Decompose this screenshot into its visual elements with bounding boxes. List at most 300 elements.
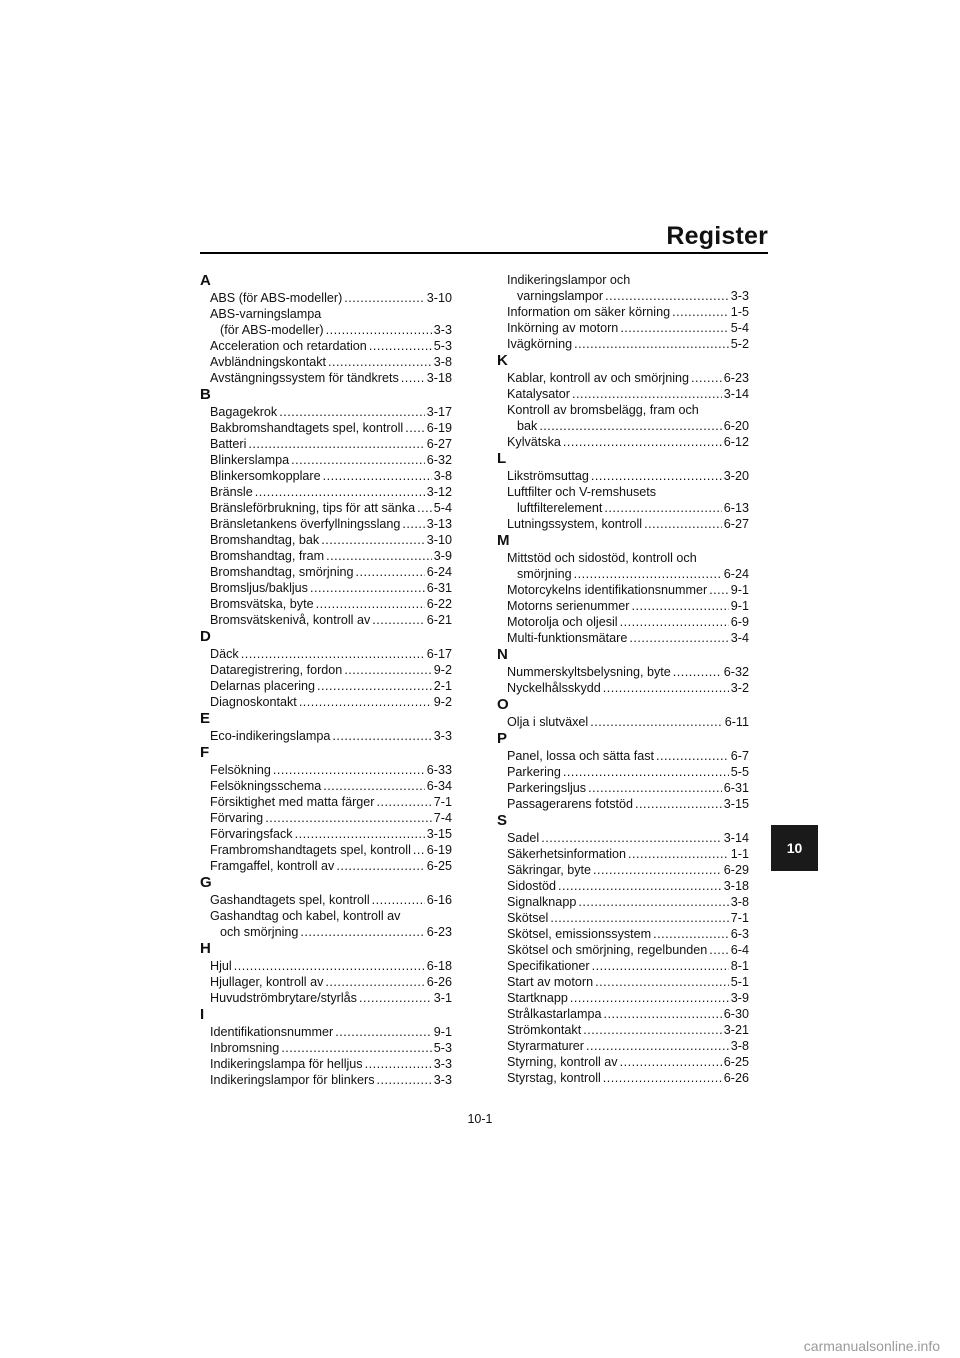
dot-leader	[291, 452, 425, 468]
index-entry	[507, 614, 749, 630]
index-entry	[210, 404, 452, 420]
dot-leader	[255, 484, 425, 500]
dot-leader	[376, 794, 431, 810]
index-entry	[210, 306, 452, 338]
entry-text: Specifikationer	[507, 959, 590, 973]
index-entry	[507, 582, 749, 598]
entry-text: Inbromsning	[210, 1041, 280, 1055]
entry-text: Katalysator	[507, 387, 570, 401]
index-entry	[507, 370, 749, 386]
entry-page: 6-7	[730, 749, 749, 763]
dot-leader	[413, 842, 425, 858]
entry-page: 3-21	[723, 1023, 749, 1037]
index-letter: A	[200, 272, 211, 289]
entry-text: Bagagekrok	[210, 405, 278, 419]
dot-leader	[356, 564, 425, 580]
dot-leader	[323, 778, 424, 794]
entry-page: 9-2	[433, 695, 452, 709]
dot-leader	[631, 598, 728, 614]
entry-page: 9-1	[433, 1025, 452, 1039]
index-entry	[507, 862, 749, 878]
entry-text: Huvudströmbrytare/styrlås	[210, 991, 357, 1005]
index-entry	[507, 304, 749, 320]
entry-page: 6-26	[723, 1071, 749, 1085]
entry-page: 3-9	[433, 549, 452, 563]
index-entry	[507, 764, 749, 780]
entry-text: Indikeringslampa för helljus	[210, 1057, 363, 1071]
entry-text: Kylvätska	[507, 435, 561, 449]
index-entry	[507, 958, 749, 974]
entry-page: 3-8	[433, 469, 452, 483]
dot-leader	[328, 354, 432, 370]
entry-page: 6-24	[426, 565, 452, 579]
index-entry	[507, 336, 749, 352]
index-entry	[210, 1056, 452, 1072]
entry-page: 5-3	[433, 339, 452, 353]
dot-leader	[273, 762, 425, 778]
index-entry	[210, 500, 452, 516]
dot-leader	[605, 288, 729, 304]
index-entry	[507, 830, 749, 846]
index-entry	[210, 354, 452, 370]
entry-text: Motorns serienummer	[507, 599, 630, 613]
entry-page: 2-1	[433, 679, 452, 693]
index-entry	[507, 974, 749, 990]
entry-page: 6-27	[426, 437, 452, 451]
index-entry	[507, 990, 749, 1006]
entry-text: Lutningssystem, kontroll	[507, 517, 643, 531]
index-letter: P	[497, 730, 508, 747]
index-entry	[210, 646, 452, 662]
dot-leader	[591, 468, 722, 484]
dot-leader	[332, 728, 431, 744]
index-entry	[210, 580, 452, 596]
entry-text: Blinkerslampa	[210, 453, 290, 467]
entry-text: Förvaring	[210, 811, 264, 825]
index-letter: N	[497, 646, 508, 663]
entry-text: Kablar, kontroll av och smörjning	[507, 371, 690, 385]
dot-leader	[359, 990, 432, 1006]
index-entry	[507, 272, 749, 304]
entry-page: 7-4	[433, 811, 452, 825]
index-entry	[210, 338, 452, 354]
dot-leader	[620, 1054, 722, 1070]
entry-page: 3-3	[433, 323, 452, 337]
index-entry	[507, 434, 749, 450]
index-entry	[507, 664, 749, 680]
entry-text: Luftfilter och V-remshusets	[507, 485, 657, 499]
entry-text: Kontroll av bromsbelägg, fram och	[507, 403, 699, 417]
entry-page: 3-3	[433, 1073, 452, 1087]
entry-page: 3-4	[730, 631, 749, 645]
entry-page: 6-29	[723, 863, 749, 877]
entry-page: 6-31	[426, 581, 452, 595]
page-number: 10-1	[467, 1112, 493, 1126]
dot-leader	[595, 974, 729, 990]
dot-leader	[372, 892, 425, 908]
index-entry	[507, 894, 749, 910]
index-entry	[210, 1072, 452, 1088]
index-entry	[507, 1022, 749, 1038]
entry-text: Felsökningsschema	[210, 779, 322, 793]
index-entry	[210, 794, 452, 810]
entry-page: 3-20	[723, 469, 749, 483]
dot-leader	[325, 974, 424, 990]
entry-page: 6-11	[724, 715, 749, 729]
entry-page: 9-1	[730, 599, 749, 613]
index-entry	[210, 858, 452, 874]
index-entry	[210, 290, 452, 306]
entry-text: Diagnoskontakt	[210, 695, 297, 709]
dot-leader	[603, 680, 729, 696]
entry-page: 3-3	[433, 729, 452, 743]
entry-text: Bromsvätskenivå, kontroll av	[210, 613, 371, 627]
dot-leader	[369, 338, 432, 354]
dot-leader	[248, 436, 424, 452]
dot-leader	[635, 796, 722, 812]
dot-leader	[402, 516, 424, 532]
index-entry	[507, 780, 749, 796]
entry-text: Felsökning	[210, 763, 271, 777]
dot-leader	[550, 910, 728, 926]
entry-text: Bakbromshandtagets spel, kontroll	[210, 421, 404, 435]
index-letter: K	[497, 352, 508, 369]
entry-text: smörjning	[517, 567, 572, 581]
index-entry	[210, 532, 452, 548]
index-entry	[507, 942, 749, 958]
index-entry	[210, 484, 452, 500]
entry-text: Multi-funktionsmätare	[507, 631, 628, 645]
chapter-tab: 10	[771, 825, 818, 871]
index-entry	[210, 1040, 452, 1056]
dot-leader	[691, 370, 722, 386]
index-letter: S	[497, 812, 508, 829]
entry-text: Strålkastarlampa	[507, 1007, 602, 1021]
entry-text: bak	[517, 419, 538, 433]
entry-text: Gashandtagets spel, kontroll	[210, 893, 370, 907]
dot-leader	[281, 1040, 431, 1056]
entry-page: 7-1	[433, 795, 452, 809]
dot-leader	[673, 664, 722, 680]
index-entry	[210, 452, 452, 468]
index-entry	[210, 612, 452, 628]
entry-page: 6-21	[426, 613, 452, 627]
index-entry	[210, 728, 452, 744]
entry-text: Information om säker körning	[507, 305, 671, 319]
entry-text: Frambromshandtagets spel, kontroll	[210, 843, 411, 857]
entry-text: Likströmsuttag	[507, 469, 589, 483]
dot-leader	[335, 1024, 432, 1040]
entry-text: Batteri	[210, 437, 247, 451]
dot-leader	[620, 614, 729, 630]
entry-text: Bromsvätska, byte	[210, 597, 314, 611]
dot-leader	[323, 468, 432, 484]
entry-text: Sidostöd	[507, 879, 557, 893]
entry-text: Indikeringslampor och	[507, 273, 631, 287]
dot-leader	[709, 582, 729, 598]
index-entry	[210, 678, 452, 694]
entry-text: Hjul	[210, 959, 232, 973]
index-entry	[507, 1070, 749, 1086]
entry-text: Identifikationsnummer	[210, 1025, 334, 1039]
entry-page: 5-2	[730, 337, 749, 351]
entry-text: Sadel	[507, 831, 540, 845]
entry-text: Säkringar, byte	[507, 863, 592, 877]
entry-text: ABS (för ABS-modeller)	[210, 291, 343, 305]
entry-page: 9-2	[433, 663, 452, 677]
entry-page: 6-32	[426, 453, 452, 467]
index-entry	[507, 714, 749, 730]
index-entry	[210, 694, 452, 710]
entry-page: 6-32	[723, 665, 749, 679]
index-entry	[210, 974, 452, 990]
entry-text: (för ABS-modeller)	[220, 323, 324, 337]
entry-text: ABS-varningslampa	[210, 307, 322, 321]
index-entry	[210, 762, 452, 778]
entry-page: 1-1	[730, 847, 749, 861]
index-letter: L	[497, 450, 507, 467]
dot-leader	[672, 304, 729, 320]
entry-page: 3-13	[426, 517, 452, 531]
dot-leader	[563, 764, 729, 780]
entry-page: 3-15	[426, 827, 452, 841]
entry-text: Styrning, kontroll av	[507, 1055, 618, 1069]
entry-text: Styrarmaturer	[507, 1039, 584, 1053]
index-entry	[507, 1006, 749, 1022]
index-entry	[210, 370, 452, 386]
index-entry	[210, 958, 452, 974]
entry-page: 6-34	[426, 779, 452, 793]
entry-text: Bränsleförbrukning, tips för att sänka	[210, 501, 416, 515]
index-entry	[507, 630, 749, 646]
index-entry	[507, 598, 749, 614]
dot-leader	[590, 714, 723, 730]
entry-text: Bromshandtag, smörjning	[210, 565, 354, 579]
entry-page: 6-33	[426, 763, 452, 777]
index-entry	[507, 910, 749, 926]
entry-text: Försiktighet med matta färger	[210, 795, 375, 809]
index-entry	[507, 516, 749, 532]
index-entry	[210, 596, 452, 612]
index-letter: D	[200, 628, 211, 645]
dot-leader	[644, 516, 722, 532]
entry-page: 5-4	[433, 501, 452, 515]
entry-page: 6-3	[730, 927, 749, 941]
index-letter: I	[200, 1006, 205, 1023]
dot-leader	[265, 810, 432, 826]
dot-leader	[295, 826, 425, 842]
index-entry	[210, 468, 452, 484]
entry-text: Styrstag, kontroll	[507, 1071, 601, 1085]
dot-leader	[539, 418, 721, 434]
entry-text: Nummerskyltsbelysning, byte	[507, 665, 671, 679]
entry-text: Däck	[210, 647, 239, 661]
entry-text: Bränsle	[210, 485, 253, 499]
entry-text: Inkörning av motorn	[507, 321, 619, 335]
entry-page: 5-5	[730, 765, 749, 779]
entry-page: 3-14	[723, 387, 749, 401]
entry-page: 6-13	[723, 501, 749, 515]
entry-page: 6-31	[723, 781, 749, 795]
watermark: carmanualsonline.info	[803, 1338, 940, 1354]
entry-page: 3-10	[426, 291, 452, 305]
entry-text: Nyckelhålsskydd	[507, 681, 601, 695]
entry-page: 6-27	[723, 517, 749, 531]
index-letter: F	[200, 744, 210, 761]
dot-leader	[344, 290, 425, 306]
dot-leader	[365, 1056, 432, 1072]
dot-leader	[417, 500, 432, 516]
entry-text: varningslampor	[517, 289, 604, 303]
entry-page: 3-1	[433, 991, 452, 1005]
entry-page: 6-17	[426, 647, 452, 661]
entry-text: Indikeringslampor för blinkers	[210, 1073, 375, 1087]
index-entry	[507, 468, 749, 484]
index-entry	[210, 842, 452, 858]
entry-page: 5-4	[730, 321, 749, 335]
entry-text: Säkerhetsinformation	[507, 847, 627, 861]
entry-text: Mittstöd och sidostöd, kontroll och	[507, 551, 697, 565]
entry-page: 6-4	[730, 943, 749, 957]
dot-leader	[572, 386, 722, 402]
entry-page: 6-12	[723, 435, 749, 449]
dot-leader	[401, 370, 425, 386]
index-entry	[210, 990, 452, 1006]
entry-page: 8-1	[730, 959, 749, 973]
index-entry	[210, 564, 452, 580]
title-rule	[200, 252, 768, 254]
entry-page: 1-5	[730, 305, 749, 319]
entry-text: Dataregistrering, fordon	[210, 663, 343, 677]
entry-page: 6-30	[723, 1007, 749, 1021]
dot-leader	[588, 780, 722, 796]
entry-page: 6-20	[723, 419, 749, 433]
index-letter: E	[200, 710, 211, 727]
dot-leader	[563, 434, 722, 450]
dot-leader	[586, 1038, 729, 1054]
index-entry	[507, 796, 749, 812]
dot-leader	[570, 990, 729, 1006]
entry-page: 3-15	[723, 797, 749, 811]
index-entry	[507, 846, 749, 862]
dot-leader	[574, 566, 722, 582]
entry-page: 6-18	[426, 959, 452, 973]
dot-leader	[604, 1006, 722, 1022]
page-title: Register	[666, 222, 768, 250]
entry-page: 7-1	[730, 911, 749, 925]
dot-leader	[593, 862, 722, 878]
index-letter: O	[497, 696, 509, 713]
entry-text: Delarnas placering	[210, 679, 316, 693]
dot-leader	[321, 532, 425, 548]
entry-page: 6-23	[723, 371, 749, 385]
entry-page: 3-3	[433, 1057, 452, 1071]
dot-leader	[578, 894, 728, 910]
index-entry	[507, 386, 749, 402]
index-entry	[210, 908, 452, 940]
index-entry	[507, 484, 749, 516]
index-entry	[507, 1038, 749, 1054]
index-entry	[210, 436, 452, 452]
dot-leader	[310, 580, 425, 596]
entry-text: Bromshandtag, fram	[210, 549, 325, 563]
entry-text: Skötsel	[507, 911, 549, 925]
entry-text: Olja i slutväxel	[507, 715, 589, 729]
entry-text: Strömkontakt	[507, 1023, 582, 1037]
entry-text: Bromsljus/bakljus	[210, 581, 308, 595]
entry-text: Signalknapp	[507, 895, 577, 909]
dot-leader	[326, 322, 432, 338]
entry-text: Skötsel och smörjning, regelbunden	[507, 943, 708, 957]
entry-text: Start av motorn	[507, 975, 594, 989]
dot-leader	[558, 878, 722, 894]
index-entry	[507, 748, 749, 764]
index-entry	[210, 420, 452, 436]
dot-leader	[241, 646, 425, 662]
entry-text: Framgaffel, kontroll av	[210, 859, 335, 873]
dot-leader	[336, 858, 424, 874]
entry-text: Avstängningssystem för tändkrets	[210, 371, 399, 385]
entry-text: Blinkersomkopplare	[210, 469, 321, 483]
index-letter: G	[200, 874, 212, 891]
dot-leader	[628, 846, 729, 862]
dot-leader	[574, 336, 729, 352]
dot-leader	[326, 548, 432, 564]
index-entry	[210, 516, 452, 532]
entry-page: 3-14	[723, 831, 749, 845]
entry-text: Parkeringsljus	[507, 781, 587, 795]
entry-page: 3-3	[730, 289, 749, 303]
entry-text: Bromshandtag, bak	[210, 533, 320, 547]
entry-text: Förvaringsfack	[210, 827, 293, 841]
index-column-right	[497, 272, 749, 1086]
entry-text: Eco-indikeringslampa	[210, 729, 331, 743]
entry-page: 6-26	[426, 975, 452, 989]
entry-text: Parkering	[507, 765, 561, 779]
index-entry	[507, 402, 749, 434]
dot-leader	[709, 942, 729, 958]
entry-text: Acceleration och retardation	[210, 339, 367, 353]
entry-page: 3-8	[433, 355, 452, 369]
entry-page: 6-19	[426, 421, 452, 435]
entry-text: Motorcykelns identifikationsnummer	[507, 583, 708, 597]
dot-leader	[656, 748, 729, 764]
index-entry	[210, 548, 452, 564]
dot-leader	[299, 694, 432, 710]
entry-text: Ivägkörning	[507, 337, 573, 351]
dot-leader	[405, 420, 425, 436]
entry-page: 6-24	[723, 567, 749, 581]
index-entry	[507, 878, 749, 894]
entry-text: Gashandtag och kabel, kontroll av	[210, 909, 401, 923]
entry-text: Motorolja och oljesil	[507, 615, 618, 629]
dot-leader	[234, 958, 425, 974]
index-entry	[507, 320, 749, 336]
entry-page: 6-19	[426, 843, 452, 857]
dot-leader	[653, 926, 729, 942]
dot-leader	[316, 596, 425, 612]
index-entry	[210, 826, 452, 842]
dot-leader	[279, 404, 425, 420]
dot-leader	[317, 678, 432, 694]
entry-text: Hjullager, kontroll av	[210, 975, 324, 989]
dot-leader	[541, 830, 722, 846]
entry-text: Skötsel, emissionssystem	[507, 927, 652, 941]
entry-text: luftfilterelement	[517, 501, 603, 515]
dot-leader	[603, 1070, 722, 1086]
dot-leader	[583, 1022, 722, 1038]
dot-leader	[604, 500, 721, 516]
